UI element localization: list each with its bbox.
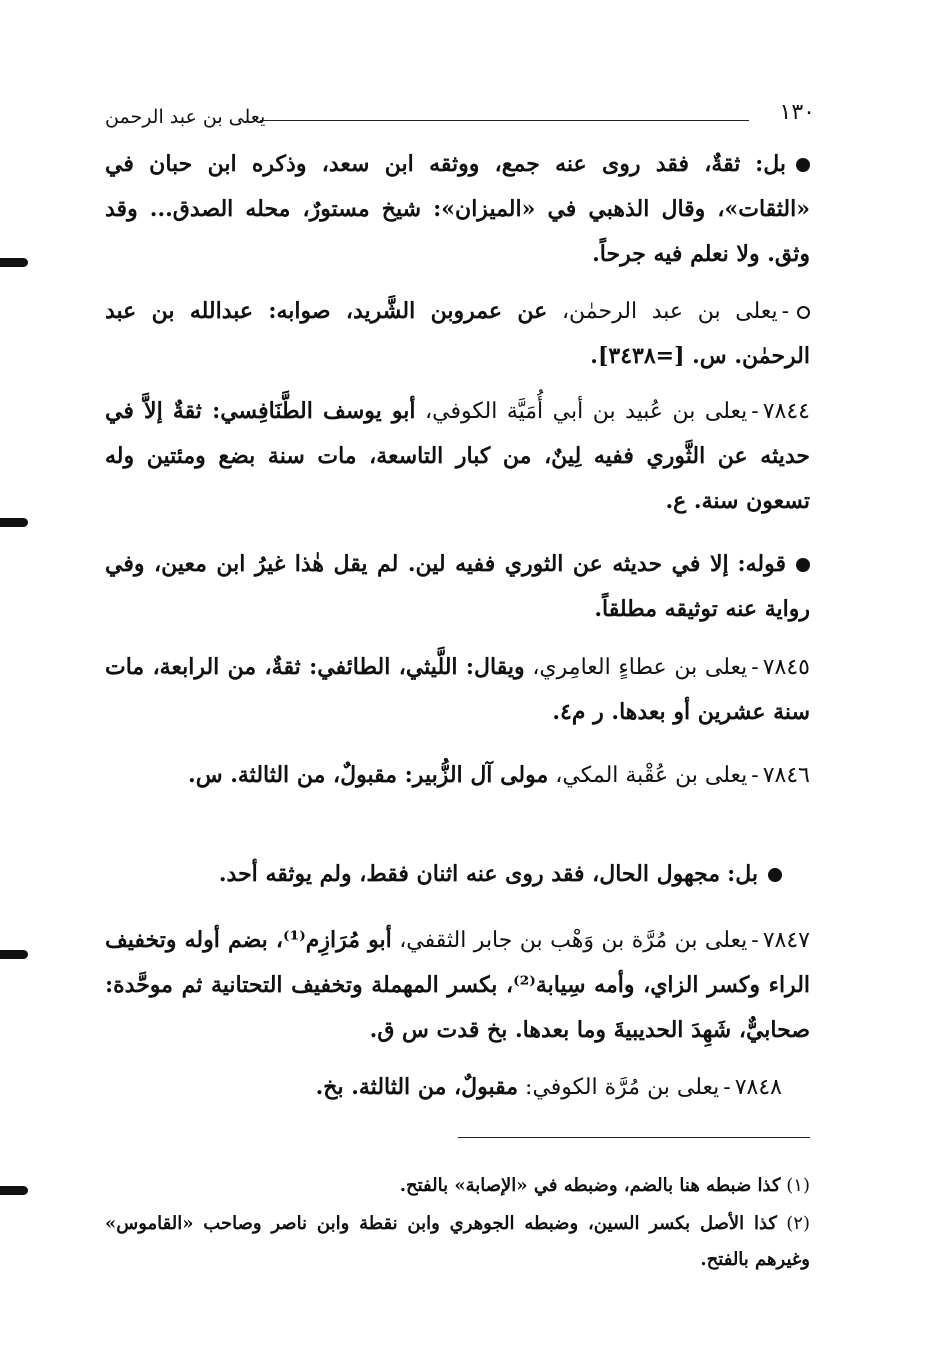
binding-mark xyxy=(0,518,28,527)
entry-text: أبو مُرَازِم⁽¹⁾، بضم أوله وتخفيف الراء وكسر الزاي، وأمه سِيابة⁽²⁾، بكسر المهملة وتخفيف التحتانية ثم موحَّدة: صحابيٌّ، شَهِدَ الحديبيةَ وما بعدها. بخ قدت س ق. xyxy=(105,927,811,1043)
entry-block: ٧٨٤٤-يعلى بن عُبيد بن أبي أُمَيَّة الكوفي، أبو يوسف الطَّنَافِسي: ثقةٌ إلاَّ في حديثه عن الثَّوري ففيه لِينٌ، من كبار التاسعة، مات سنة بضع ومئتين وله تسعون سنة. ع. xyxy=(105,398,810,514)
entry-text: مولى آل الزُّبير: مقبولٌ، من الثالثة. س. xyxy=(188,762,549,788)
entry-name: يعلى بن عُبيد بن أبي أُمَيَّة الكوفي، xyxy=(425,399,748,424)
comment-block xyxy=(105,852,810,897)
footnote xyxy=(105,1206,810,1278)
comment-text: مجهول الحال، فقد روى عنه اثنان فقط، ولم يوثقه أحد. xyxy=(218,861,721,887)
entry-block: ٧٨٤٦-يعلى بن عُقْبة المكي، مولى آل الزُّبير: مقبولٌ، من الثالثة. س. xyxy=(188,762,810,788)
entry-text: مقبولٌ، من الثالثة. بخ. xyxy=(315,1074,519,1100)
footnote-label: (١) xyxy=(786,1175,810,1196)
footnote-text: كذا الأصل بكسر السين، وضبطه الجوهري وابن نقطة وابن ناصر وصاحب «القاموس» وغيرهم بالفتح. xyxy=(105,1213,810,1270)
binding-mark xyxy=(0,950,28,959)
entry-block: -يعلى بن عبد الرحمٰن، عن عمروبن الشَّريد، صوابه: عبدالله بن عبد الرحمٰن. س. [=٣٤٣٨]. xyxy=(105,298,810,369)
comment-block xyxy=(105,142,810,277)
binding-mark xyxy=(0,258,28,267)
entry-number: ٧٨٤٦ xyxy=(762,763,810,788)
entry-text: ويقال: اللَّيثي، الطائفي: ثقةٌ، من الرابعة، مات سنة عشرين أو بعدها. ر م٤. xyxy=(105,654,810,725)
entry-block: ٧٨٤٧-يعلى بن مُرَّة بن وَهْب بن جابر الثقفي، أبو مُرَازِم⁽¹⁾، بضم أوله وتخفيف الراء وكسر الزاي، وأمه سِيابة⁽²⁾، بكسر المهملة وتخفيف التحتانية ثم موحَّدة: صحابيٌّ، شَهِدَ الحديبيةَ وما بعدها. بخ قدت س ق. xyxy=(105,927,811,1043)
entry-name: يعلى بن عُقْبة المكي، xyxy=(555,763,748,788)
footnote xyxy=(105,1168,810,1204)
comment-lead: بل: xyxy=(727,861,758,887)
entry-number: ٧٨٤٧ xyxy=(762,928,810,953)
bullet-icon xyxy=(796,158,810,172)
entry-number: ٧٨٤٤ xyxy=(762,399,810,424)
comment-block xyxy=(105,542,810,632)
entry-name: يعلى بن عطاءٍ العامِري، xyxy=(532,655,748,680)
running-title: يعلى بن عبد الرحمن xyxy=(105,106,266,128)
bullet-icon xyxy=(796,558,810,572)
entry-text: عن عمروبن الشَّريد، صوابه: عبدالله بن عبد الرحمٰن. س. [=٣٤٣٨]. xyxy=(105,298,810,369)
footnote-label: (٢) xyxy=(786,1213,810,1234)
header-rule xyxy=(260,120,749,121)
entry-block: ٧٨٤٥-يعلى بن عطاءٍ العامِري، ويقال: اللَّيثي، الطائفي: ثقةٌ، من الرابعة، مات سنة عشرين أو بعدها. ر م٤. xyxy=(105,654,810,725)
comment-text: إلا في حديثه عن الثوري ففيه لين. لم يقل هٰذا غيرُ ابن معين، وفي رواية عنه توثيقه مطلقاً. xyxy=(105,551,810,622)
comment-text: ثقةٌ، فقد روى عنه جمع، ووثقه ابن سعد، وذكره ابن حبان في «الثقات»، وقال الذهبي في «الميزان»: شيخ مستورٌ، محله الصدق... وقد وثق. ولا نعلم فيه جرحاً. xyxy=(105,151,810,267)
entry-name: يعلى بن مُرَّة بن وَهْب بن جابر الثقفي، xyxy=(399,928,748,953)
page-header xyxy=(105,100,815,130)
entry-name: يعلى بن مُرَّة الكوفي: xyxy=(525,1075,720,1100)
entry-name: يعلى بن عبد الرحمٰن، xyxy=(561,299,778,324)
circle-marker-icon xyxy=(797,306,810,319)
comment-lead: بل: xyxy=(755,151,786,177)
footnote-text: كذا ضبطه هنا بالضم، وضبطه في «الإصابة» بالفتح. xyxy=(399,1175,781,1196)
page-number: ١٣٠ xyxy=(779,100,815,125)
entry-number: ٧٨٤٥ xyxy=(762,655,810,680)
bullet-icon xyxy=(768,868,782,882)
binding-mark xyxy=(0,1186,28,1195)
footnote-separator xyxy=(458,1137,810,1138)
entry-text: أبو يوسف الطَّنَافِسي: ثقةٌ إلاَّ في حديثه عن الثَّوري ففيه لِينٌ، من كبار التاسعة، مات سنة بضع ومئتين وله تسعون سنة. ع. xyxy=(105,398,810,514)
entry-number: ٧٨٤٨ xyxy=(734,1075,782,1100)
comment-lead: قوله: xyxy=(737,551,787,577)
entry-block: ٧٨٤٨-يعلى بن مُرَّة الكوفي: مقبولٌ، من الثالثة. بخ. xyxy=(315,1074,782,1100)
